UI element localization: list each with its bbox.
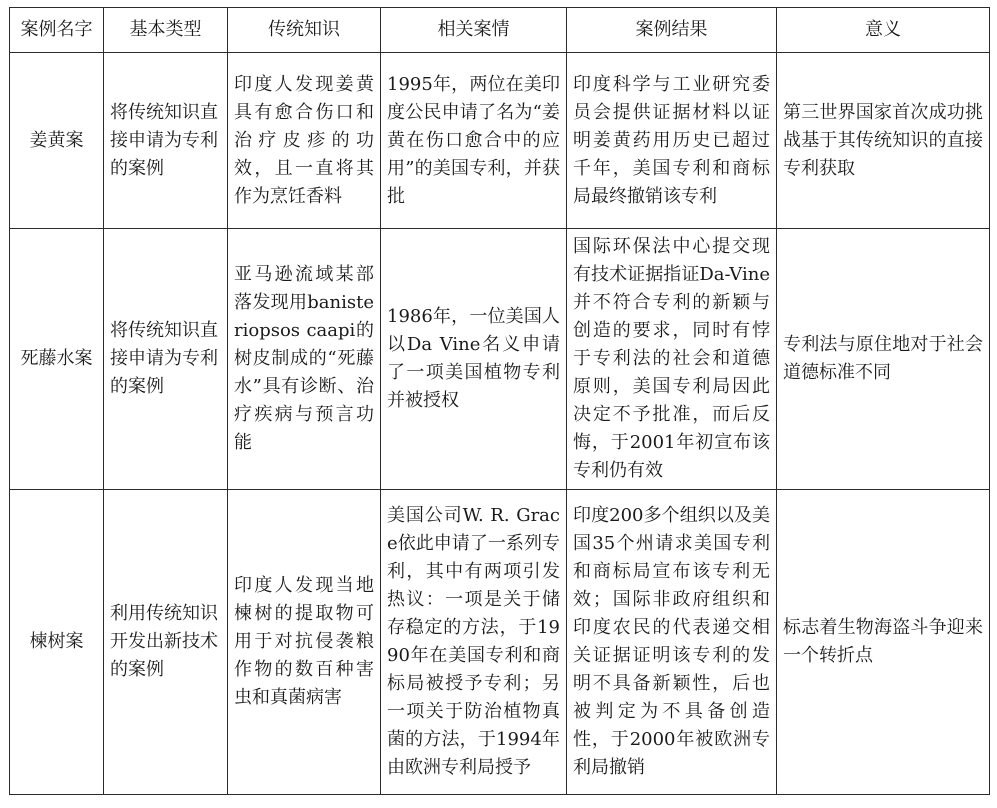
cell-significance: 第三世界国家首次成功挑战基于其传统知识的直接专利获取 xyxy=(777,53,990,229)
cell-basic-type: 将传统知识直接申请为专利的案例 xyxy=(104,229,228,490)
cell-case-name: 姜黄案 xyxy=(10,53,104,229)
header-case-name: 案例名字 xyxy=(10,8,104,53)
cell-case-result: 国际环保法中心提交现有技术证据指证Da-Vine并不符合专利的新颖与创造的要求，同时有悖于专利法的社会和道德原则，美国专利局因此决定不予批准，而后反悔，于2001年初宣布该专利仍有效 xyxy=(567,229,777,490)
cell-basic-type: 利用传统知识开发出新技术的案例 xyxy=(104,490,228,795)
cell-traditional-knowledge: 印度人发现当地楝树的提取物可用于对抗侵袭粮作物的数百种害虫和真菌病害 xyxy=(228,490,381,795)
cell-basic-type: 将传统知识直接申请为专利的案例 xyxy=(104,53,228,229)
cell-case-name: 楝树案 xyxy=(10,490,104,795)
cell-traditional-knowledge: 印度人发现姜黄具有愈合伤口和治疗皮疹的功效，且一直将其作为烹饪香料 xyxy=(228,53,381,229)
cell-case-details: 美国公司W. R. Grace依此申请了一系列专利，其中有两项引发热议：一项是关于储存稳定的方法，于1990年在美国专利和商标局被授予专利；另一项关于防治植物真菌的方法，于1994年由欧洲专利局授予 xyxy=(381,490,567,795)
cell-case-name: 死藤水案 xyxy=(10,229,104,490)
cell-traditional-knowledge: 亚马逊流域某部落发现用banisteriopsos caapi的树皮制成的“死藤水”具有诊断、治疗疾病与预言功能 xyxy=(228,229,381,490)
header-case-details: 相关案情 xyxy=(381,8,567,53)
table-row xyxy=(10,53,990,229)
table-row xyxy=(10,229,990,490)
cell-case-details: 1995年，两位在美印度公民申请了名为“姜黄在伤口愈合中的应用”的美国专利，并获批 xyxy=(381,53,567,229)
cell-significance: 标志着生物海盗斗争迎来一个转折点 xyxy=(777,490,990,795)
header-row xyxy=(10,8,990,53)
table-row xyxy=(10,490,990,795)
header-significance: 意义 xyxy=(777,8,990,53)
cell-case-details: 1986年，一位美国人以Da Vine名义申请了一项美国植物专利并被授权 xyxy=(381,229,567,490)
header-case-result: 案例结果 xyxy=(567,8,777,53)
header-basic-type: 基本类型 xyxy=(104,8,228,53)
cell-case-result: 印度200多个组织以及美国35个州请求美国专利和商标局宣布该专利无效；国际非政府组织和印度农民的代表递交相关证据证明该专利的发明不具备新颖性，后也被判定为不具备创造性，于2000年被欧洲专利局撤销 xyxy=(567,490,777,795)
case-table xyxy=(9,7,990,795)
cell-case-result: 印度科学与工业研究委员会提供证据材料以证明姜黄药用历史已超过千年，美国专利和商标局最终撤销该专利 xyxy=(567,53,777,229)
cell-significance: 专利法与原住地对于社会道德标准不同 xyxy=(777,229,990,490)
header-traditional-knowledge: 传统知识 xyxy=(228,8,381,53)
